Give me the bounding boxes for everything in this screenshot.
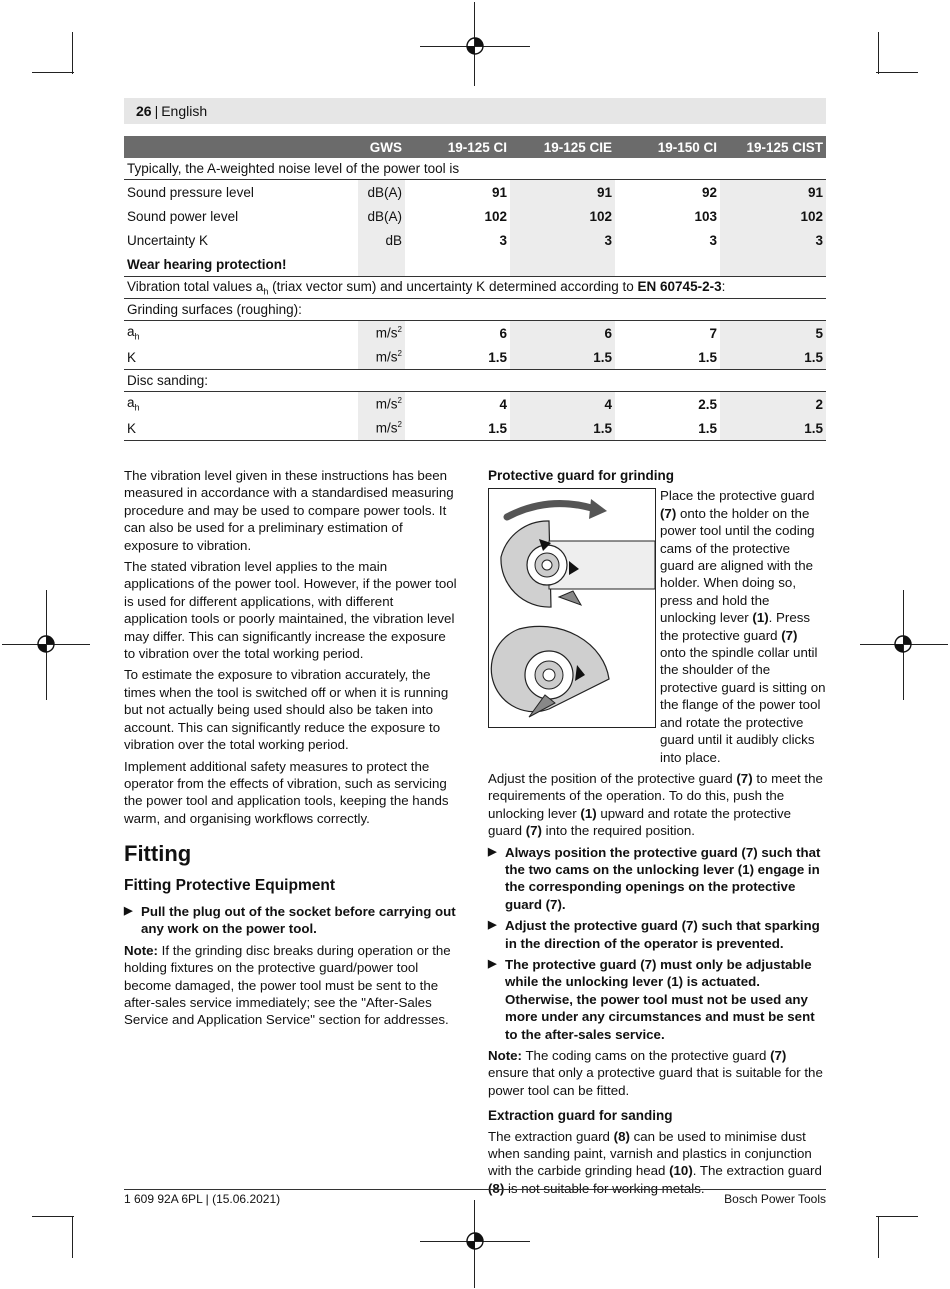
table-row: $a_h$ $m/s^2$ 6 6 7 5 <box>124 321 826 346</box>
table-section-row <box>124 370 826 392</box>
column-header: 19-125 CI <box>405 136 510 158</box>
paragraph: The stated vibration level applies to the main applications of the power tool. However, if the power tool is used for different applications, with different application tools or poorly maintained, the vibration level may differ. This can significantly increase the exposure to vibration over the total working period. <box>124 559 457 662</box>
paragraph: The vibration level given in these instructions has been measured in accordance with a standardised measuring procedure and may be used to compare power tools. It can also be used for a preliminary estimation of exposure to vibration. <box>124 468 454 553</box>
paragraph: Adjust the position of the protective guard (7) to meet the requirements of the operation. To do this, push the unlocking lever (1) upward and rotate the protective guard (7) into the required position. <box>488 770 823 839</box>
page-number: 26 <box>136 103 152 119</box>
note: Note: If the grinding disc breaks during operation or the holding fixtures on the protective guard/power tool become damaged, the power tool must be sent to the after-sales service immediately; see the "After-Sales Service and Application Service" section for addresses. <box>124 942 451 1028</box>
page-language: English <box>161 103 208 119</box>
table-row: K $m/s^2$ 1.5 1.5 1.5 1.5 <box>124 345 826 370</box>
table-section-row <box>124 277 826 299</box>
column-header: 19-150 CI <box>615 136 720 158</box>
table-row: Sound power level dB(A) 102 102 103 102 <box>124 204 826 228</box>
noise-intro: Typically, the A-weighted noise level of the power tool is <box>124 158 826 180</box>
table-row: $a_h$ $m/s^2$ 4 4 2.5 2 <box>124 392 826 417</box>
document-code: 1 609 92A 6PL | (15.06.2021) <box>124 1192 281 1206</box>
column-header: GWS <box>358 136 405 158</box>
paragraph: Place the protective guard (7) onto the holder on the power tool until the coding cams of the protective guard are aligned with the holder. When doing so, press and hold the unlocking lever (1). Press the protective guard (7) onto the spindle collar until the shoulder of the protective guard is sitting on the flange of the power tool and rotate the protective guard until it audibly clicks into place. <box>660 488 826 765</box>
registration-mark-icon <box>892 633 914 655</box>
table-section-row <box>124 158 826 180</box>
table-header-row <box>124 136 826 158</box>
note: Note: The coding cams on the protective guard (7) ensure that only a protective guard that is suitable for the power tool can be fitted. <box>488 1048 823 1098</box>
grinding-label: Grinding surfaces (roughing): <box>124 299 826 321</box>
table-row <box>124 252 826 277</box>
subsection-title: Extraction guard for sanding <box>488 1108 673 1124</box>
left-column <box>124 467 460 1033</box>
bullet-triangle-icon: ▶ <box>488 845 497 858</box>
warning-bullet: ▶ Adjust the protective guard (7) such that sparking in the direction of the operator is prevented. <box>488 918 820 951</box>
column-header: 19-125 CIE <box>510 136 615 158</box>
section-title: Fitting <box>124 841 192 867</box>
paragraph: The extraction guard (8) can be used to minimise dust when sanding paint, varnish and plastics in conjunction with the carbide grinding head (10). The extraction guard (8) is not suitable for working metals. <box>488 1128 822 1196</box>
bullet-triangle-icon: ▶ <box>124 904 133 917</box>
warning-bullet: ▶ The protective guard (7) must only be adjustable while the unlocking lever (1) is actuated. Otherwise, the power tool must not be used any more under any circumstances and must be sent to the after-sales service. <box>488 956 815 1042</box>
technical-data-table <box>124 136 826 441</box>
sanding-label: Disc sanding: <box>124 370 826 392</box>
table-section-row <box>124 299 826 321</box>
table-row: Sound pressure level dB(A) 91 91 92 91 <box>124 180 826 205</box>
hearing-warning: Wear hearing protection! <box>124 252 358 277</box>
registration-mark-icon <box>464 1230 486 1252</box>
page-footer <box>124 1189 826 1206</box>
right-column <box>488 467 826 1201</box>
subsection-title: Protective guard for grinding <box>488 468 675 483</box>
publisher: Bosch Power Tools <box>724 1192 826 1206</box>
bullet-triangle-icon: ▶ <box>488 957 497 970</box>
bullet-triangle-icon: ▶ <box>488 919 497 932</box>
paragraph: Implement additional safety measures to protect the operator from the effects of vibration, such as servicing the power tool and application tools, keeping the hands warm, and organising workflows correctly. <box>124 758 449 826</box>
registration-mark-icon <box>464 35 486 57</box>
paragraph: To estimate the exposure to vibration accurately, the times when the tool is switched off or when it is running but not actually being used should also be taken into account. This can significantly reduce the exposure to vibration over the total working period. <box>124 667 449 753</box>
registration-mark-icon <box>35 633 57 655</box>
page-header: 26 | English <box>124 98 826 124</box>
column-header: 19-125 CIST <box>720 136 826 158</box>
table-row: K $m/s^2$ 1.5 1.5 1.5 1.5 <box>124 416 826 441</box>
subsection-title: Fitting Protective Equipment <box>124 876 335 894</box>
warning-bullet: ▶ Always position the protective guard (7) such that the two cams on the unlocking lever (1) engage in the corresponding openings on the protective guard (7). <box>488 844 821 912</box>
vibration-intro: Vibration total values $a_h$ (triax vector sum) and uncertainty K determined according to EN 60745-2-3: <box>124 277 826 299</box>
table-row: Uncertainty K dB 3 3 3 3 <box>124 228 826 252</box>
warning-bullet: ▶ Pull the plug out of the socket before carrying out any work on the power tool. <box>124 903 456 937</box>
